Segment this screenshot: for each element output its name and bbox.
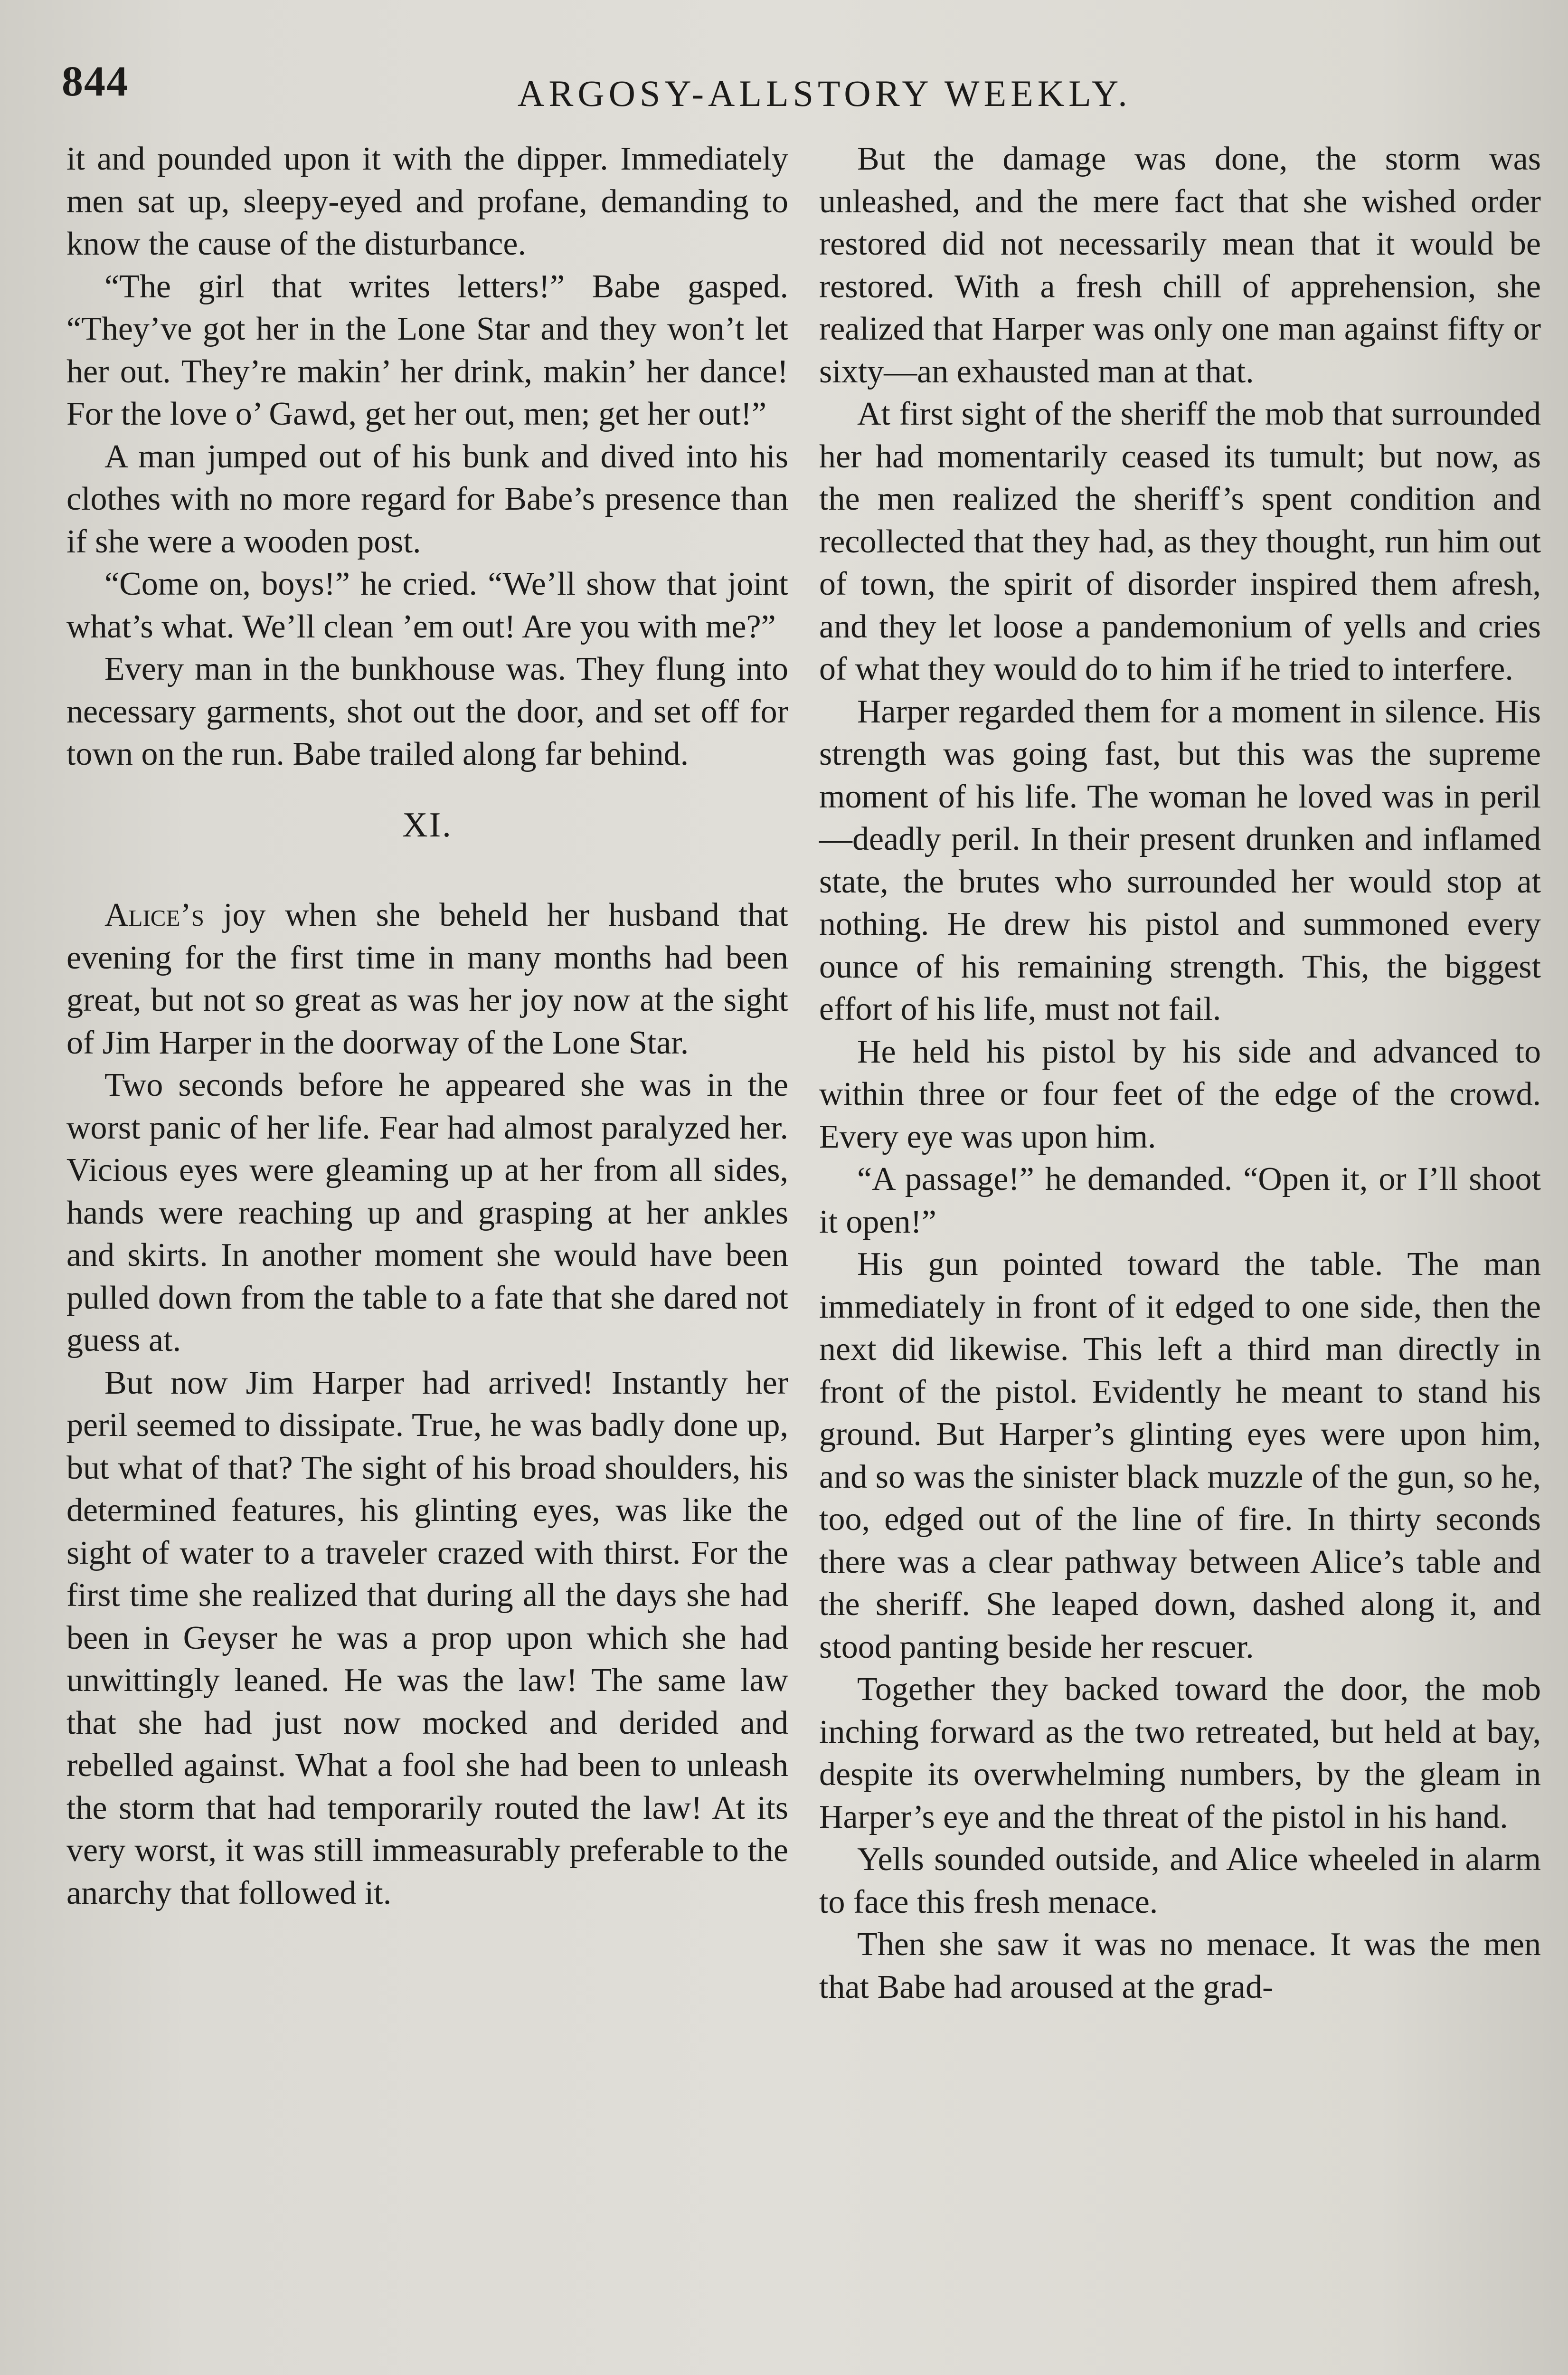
paragraph: Every man in the bunkhouse was. They flung into necessary garments, shot out the door, and set off for town on the run. Babe trailed along far behind. xyxy=(66,651,788,772)
paragraph: But now Jim Harper had arrived! Instantly her peril seemed to dissipate. True, he was badly done up, but what of that? The sight of his broad shoulders, his determined features, his glinting eyes, was like the sight of water to a traveler crazed with thirst. For the first time she realized that during all the days she had been in Geyser he was a prop upon which she had unwittingly leaned. He was the law! The same law that she had just now mocked and derided and rebelled against. What a fool she had been to unleash the storm that had temporarily routed the law! At its very worst, it was still immeasurably preferable to the anarchy that followed it. xyxy=(66,1364,788,1911)
paragraph: “The girl that writes letters!” Babe gasped. “They’ve got her in the Lone Star and they won’t let her out. They’re makin’ her drink, makin’ her dance! For the love o’ Gawd, get her out, men; get her out!” xyxy=(66,268,788,432)
paragraph: it and pounded upon it with the dipper. Immediately men sat up, sleepy-eyed and profane, demanding to know the cause of the disturbance. xyxy=(66,141,788,262)
paragraph: But the damage was done, the storm was unleashed, and the mere fact that she wished order restored did not necessarily mean that it would be restored. With a fresh chill of apprehension, she realized that Harper was only one man against fifty or sixty—an exhausted man at that. xyxy=(819,141,1541,390)
paragraph: Yells sounded outside, and Alice wheeled in alarm to face this fresh menace. xyxy=(819,1841,1541,1920)
page-number: 844 xyxy=(62,58,129,105)
paragraph: Then she saw it was no menace. It was the men that Babe had aroused at the grad- xyxy=(819,1926,1541,2005)
paragraph-text: joy when she beheld her husband that evening for the first time in many months had been great, but not so great as was her joy now at the sight of Jim Harper in the doorway of the Lone Star. xyxy=(66,897,788,1061)
chapter-heading: XI. xyxy=(402,805,453,845)
paragraph xyxy=(66,894,788,1064)
paragraph: Two seconds before he appeared she was in the worst panic of her life. Fear had almost paralyzed her. Vicious eyes were gleaming up at her from all sides, hands were reaching up and grasping at her ankles and skirts. In another moment she would have been pulled down from the table to a fate that she dared not guess at. xyxy=(66,1067,788,1358)
paragraph: Together they backed toward the door, the mob inching forward as the two retreated, but held at bay, despite its overwhelming numbers, by the gleam in Harper’s eye and the threat of the pistol in his hand. xyxy=(819,1671,1541,1835)
right-column xyxy=(819,138,1541,2008)
paragraph: A man jumped out of his bunk and dived into his clothes with no more regard for Babe’s presence than if she were a wooden post. xyxy=(66,438,788,560)
paragraph: At first sight of the sheriff the mob that surrounded her had momentarily ceased its tumult; but now, as the men realized the sheriff’s spent condition and recollected that they had, as they thought, run him out of town, the spirit of disorder inspired them afresh, and they let loose a pandemonium of yells and cries of what they would do to him if he tried to interfere. xyxy=(819,396,1541,687)
paragraph: His gun pointed toward the table. The man immediately in front of it edged to one side, then the next did likewise. This left a third man directly in front of the pistol. Evidently he meant to stand his ground. But Harper’s glinting eyes were upon him, and so was the sinister black muzzle of the gun, so he, too, edged out of the line of fire. In thirty seconds there was a clear pathway between Alice’s table and the sheriff. She leaped down, dashed along it, and stood panting beside her rescuer. xyxy=(819,1246,1541,1665)
chapter-opening-word: Alice’s xyxy=(104,897,204,933)
page-header xyxy=(62,57,1515,124)
paragraph: “Come on, boys!” he cried. “We’ll show that joint what’s what. We’ll clean ’em out! Are you with me?” xyxy=(66,566,788,645)
paragraph: He held his pistol by his side and advanced to within three or four feet of the edge of the crowd. Every eye was upon him. xyxy=(819,1033,1541,1155)
paragraph: Harper regarded them for a moment in silence. His strength was going fast, but this was the supreme moment of his life. The woman he loved was in peril—deadly peril. In their present drunken and inflamed state, the brutes who surrounded her would stop at nothing. He drew his pistol and summoned every ounce of his remaining strength. This, the biggest effort of his life, must not fail. xyxy=(819,693,1541,1027)
left-column xyxy=(66,138,788,1914)
running-title: ARGOSY-ALLSTORY WEEKLY. xyxy=(518,73,1132,114)
paragraph: “A passage!” he demanded. “Open it, or I’ll shoot it open!” xyxy=(819,1161,1541,1240)
